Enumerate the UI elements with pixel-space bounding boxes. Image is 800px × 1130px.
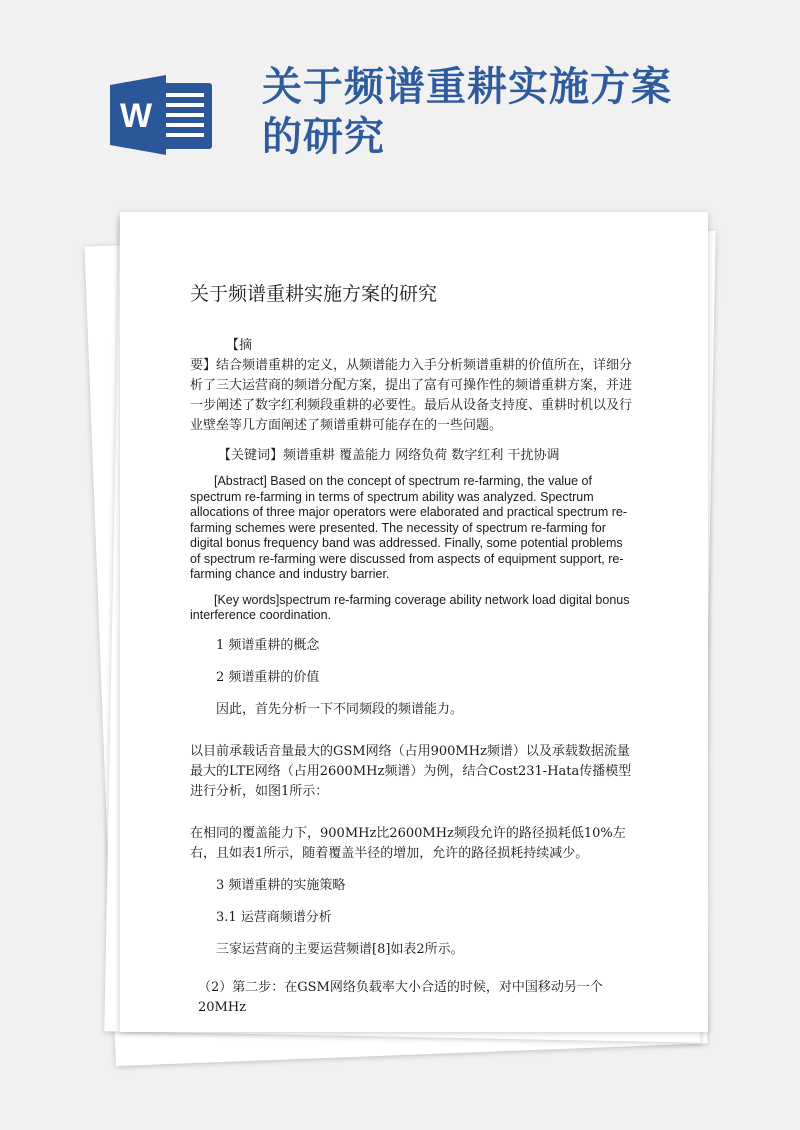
paragraph-operator-spectrum: 三家运营商的主要运营频谱[8]如表2所示。 bbox=[216, 941, 464, 957]
paragraph-path-loss: 在相同的覆盖能力下，900MHz比2600MHz频段允许的路径损耗低10%左右，且如表1所示，随着覆盖半径的增加，允许的路径损耗持续减少。 bbox=[190, 825, 626, 861]
banner-title-line1: 关于频谱重耕实施方案 bbox=[262, 63, 672, 110]
banner-title-line2: 的研究 bbox=[262, 113, 385, 160]
document-title: 关于频谱重耕实施方案的研究 bbox=[190, 283, 438, 305]
keywords-en: [Key words]spectrum re-farming coverage ability network load digital bonus interference coordination. bbox=[190, 592, 630, 622]
abstract-heading: 【摘 bbox=[226, 338, 253, 353]
paragraph-gsm-lte: 以目前承载话音量最大的GSM网络（占用900MHz频谱）以及承载数据流量最大的LTE网络（占用2600MHz频谱）为例，结合Cost231-Hata传播模型进行分析，如图1所示： bbox=[190, 743, 632, 799]
paragraph-step-2: （2）第二步：在GSM网络负载率大小合适的时候，对中国移动另一个20MHz bbox=[198, 979, 603, 1015]
paragraph-analysis-intro: 因此，首先分析一下不同频段的频谱能力。 bbox=[216, 701, 464, 717]
section-2-heading: 2 频谱重耕的价值 bbox=[216, 669, 320, 685]
section-3-heading: 3 频谱重耕的实施策略 bbox=[216, 877, 346, 893]
word-logo-letter: W bbox=[119, 97, 153, 135]
banner-title bbox=[262, 62, 782, 162]
abstract-en: [Abstract] Based on the concept of spectrum re-farming, the value of spectrum re-farming in terms of spectrum ability was analyzed. Spectrum allocations of three major operators were elaborated and practical spectrum re-farming schemes were presented. The necessity of spectrum re-farming for digital bonus frequency band was addressed. Finally, some potential problems of spectrum re-farming were discussed from aspects of equipment support, re-farming chance and industry barrier. bbox=[190, 474, 628, 581]
keywords-zh: 【关键词】频谱重耕 覆盖能力 网络负荷 数字红利 干扰协调 bbox=[218, 448, 560, 463]
document-content bbox=[190, 280, 635, 1018]
section-1-heading: 1 频谱重耕的概念 bbox=[216, 637, 320, 653]
word-logo-icon bbox=[110, 75, 220, 155]
section-3-1-heading: 3.1 运营商频谱分析 bbox=[216, 909, 332, 925]
abstract-body: 要】结合频谱重耕的定义，从频谱能力入手分析频谱重耕的价值所在，详细分析了三大运营商的频谱分配方案，提出了富有可操作性的频谱重耕方案，并进一步阐述了数字红利频段重耕的必要性。最后从设备支持度、重耕时机以及行业壁垒等几方面阐述了频谱重耕可能存在的一些问题。 bbox=[190, 358, 633, 433]
